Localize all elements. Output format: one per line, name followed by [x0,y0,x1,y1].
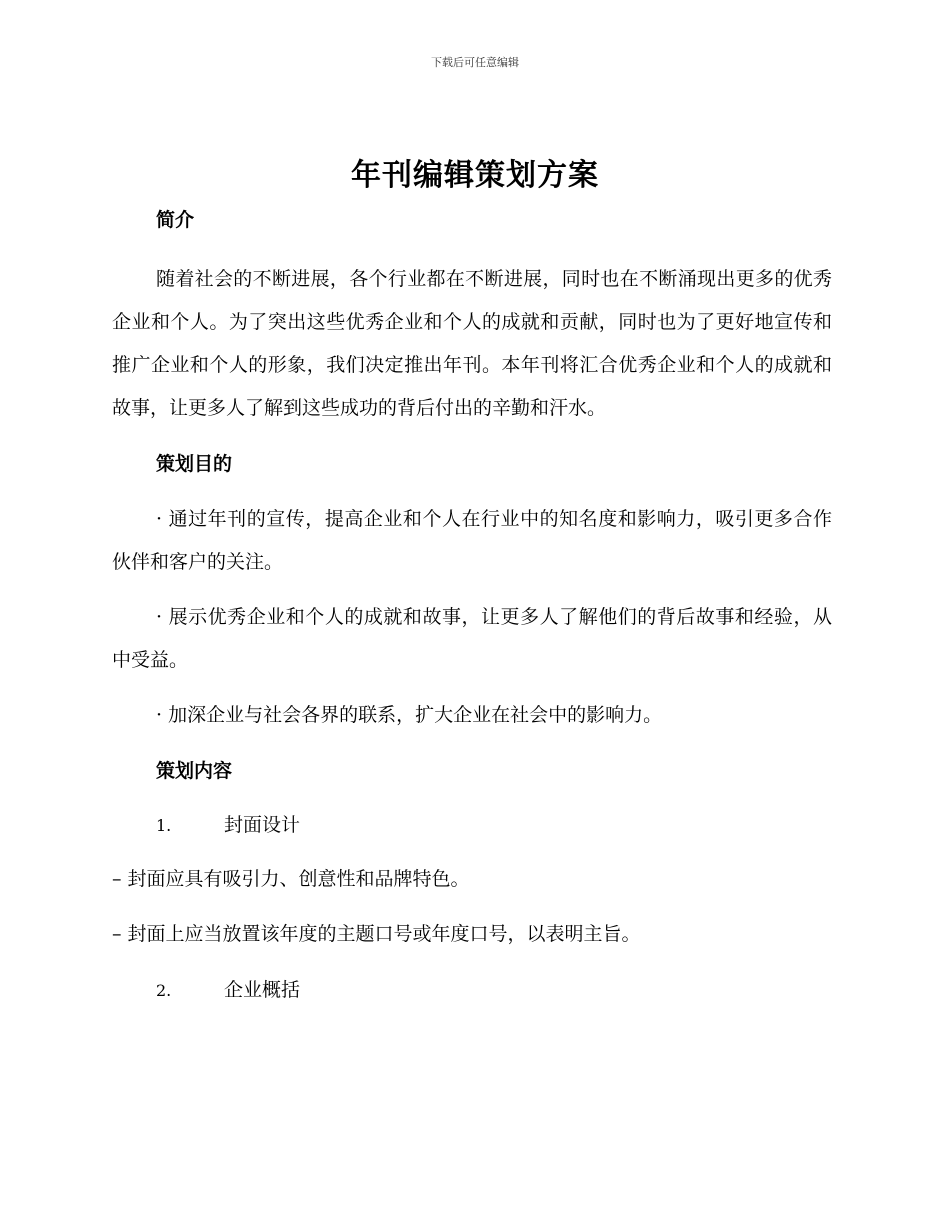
goal-item: · 通过年刊的宣传，提高企业和个人在行业中的知名度和影响力，吸引更多合作伙伴和客户的关注。 [112,508,832,573]
item-number: 1. [156,816,172,835]
cover-design-point: – 封面应具有吸引力、创意性和品牌特色。 [112,868,470,890]
intro-paragraph: 随着社会的不断进展，各个行业都在不断进展，同时也在不断涌现出更多的优秀企业和个人。为了突出这些优秀企业和个人的成就和贡献，同时也为了更好地宣传和推广企业和个人的形象，我们决定推出年刊。本年刊将汇合优秀企业和个人的成就和故事，让更多人了解到这些成功的背后付出的辛勤和汗水。 [112,268,832,419]
section-heading-goals: 策划目的 [156,453,233,475]
numbered-item-cover-design [112,805,832,846]
document-body [112,200,832,1011]
item-label: 封面设计 [224,814,301,836]
numbered-item-company-overview [112,970,832,1011]
cover-design-point: – 封面上应当放置该年度的主题口号或年度口号，以表明主旨。 [112,923,641,945]
goal-item: · 展示优秀企业和个人的成就和故事，让更多人了解他们的背后故事和经验，从中受益。 [112,606,832,671]
item-label: 企业概括 [224,979,301,1001]
section-heading-intro: 简介 [156,209,195,231]
document-title: 年刊编辑策划方案 [351,158,599,193]
goal-item: · 加深企业与社会各界的联系，扩大企业在社会中的影响力。 [156,704,663,726]
section-heading-content: 策划内容 [156,760,233,782]
header-note: 下载后可任意编辑 [431,56,519,69]
item-number: 2. [156,981,172,1000]
